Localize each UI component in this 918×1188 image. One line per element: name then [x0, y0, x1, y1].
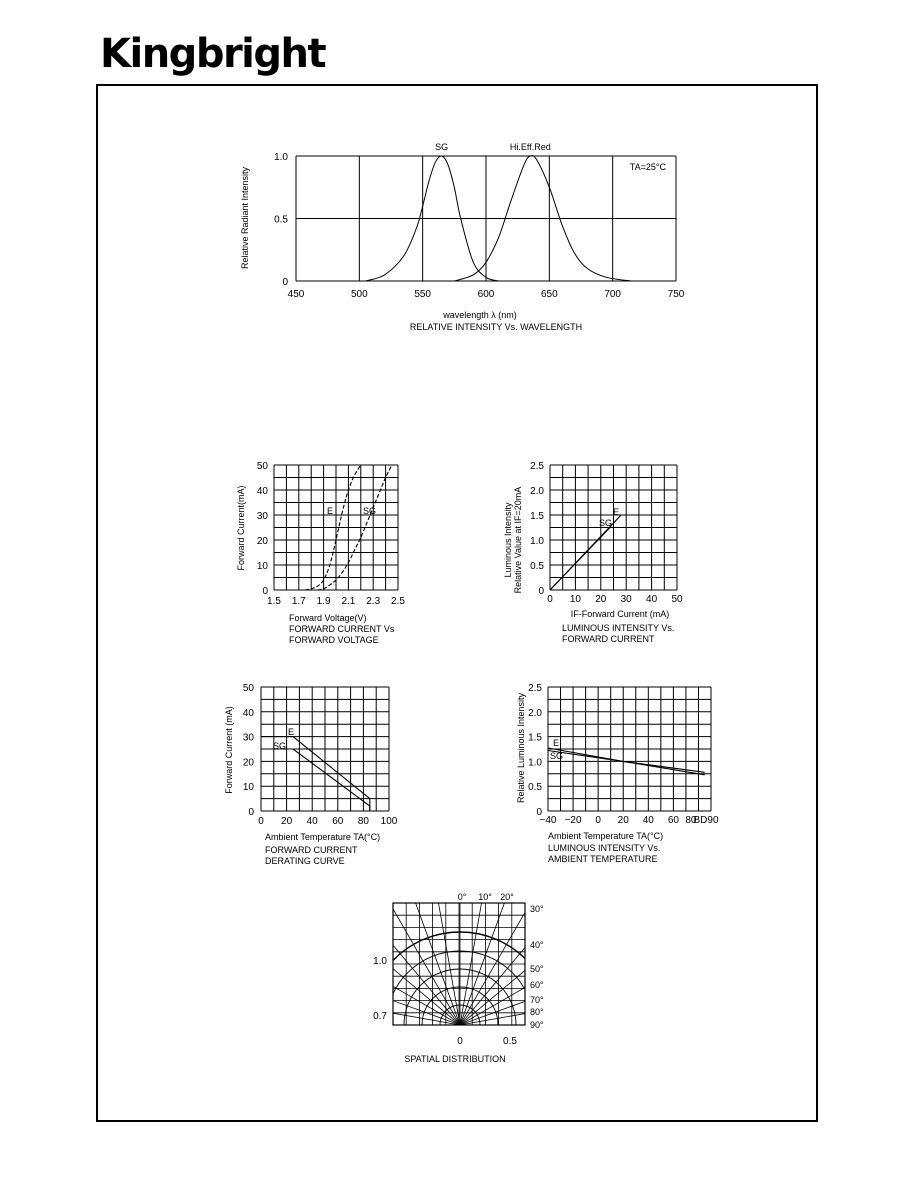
series-line-sg — [261, 749, 370, 811]
y-tick-label: 0 — [536, 807, 542, 818]
y-axis-label: Forward Current(mA) — [236, 485, 246, 571]
chart-title-line: LUMINOUS INTENSITY Vs. — [548, 843, 661, 853]
x-tick-label: 0 — [258, 816, 264, 827]
x-axis-label: IF-Forward Current (mA) — [570, 609, 670, 619]
y-tick-label: 1.5 — [530, 511, 544, 522]
series-line-sg — [548, 751, 705, 775]
radius-label: 0.5 — [503, 1036, 517, 1047]
grid — [548, 687, 711, 811]
y-tick-label: 20 — [242, 757, 254, 769]
x-axis-label: wavelength λ (nm) — [443, 310, 517, 320]
x-tick-label: 100 — [380, 816, 398, 827]
x-axis-label: Ambient Temperature TA(°C) — [548, 831, 664, 841]
y-tick-label: 0 — [538, 586, 544, 597]
x-tick-label: 80 — [357, 816, 369, 827]
y-axis-label: Relative Value at IF=20mA — [513, 486, 523, 594]
angle-label: 90° — [530, 1020, 544, 1030]
series-label: SG — [550, 751, 564, 761]
radius-label: 0.7 — [373, 1011, 387, 1022]
x-axis-label: Ambient Temperature TA(°C) — [265, 832, 381, 842]
x-tick-label: 40 — [306, 816, 318, 827]
chart-title-line: FORWARD CURRENT Vs — [289, 624, 395, 634]
angle-label: 10° — [478, 892, 492, 902]
x-tick-label: 60 — [667, 815, 679, 826]
y-tick-label: 2.5 — [530, 461, 544, 472]
x-tick-label: BD90 — [693, 815, 719, 826]
x-tick-label: 550 — [414, 289, 432, 300]
x-tick-label: −20 — [564, 815, 582, 826]
y-tick-label: 10 — [256, 561, 268, 572]
x-axis-label: Forward Voltage(V) — [289, 613, 367, 623]
y-tick-label: 10 — [242, 782, 254, 794]
y-tick-label: 1.0 — [530, 536, 544, 547]
x-tick-label: 20 — [281, 816, 293, 827]
angle-label: 20° — [500, 892, 514, 902]
x-tick-label: 1.9 — [316, 596, 331, 607]
x-tick-label: 20 — [617, 815, 629, 826]
y-tick-label: 1.5 — [528, 732, 542, 744]
series-label: E — [613, 507, 620, 517]
y-tick-label: 40 — [256, 486, 268, 497]
series-label: E — [288, 727, 295, 737]
y-tick-label: 0 — [248, 807, 254, 818]
chart-forward-current-vs-voltage — [236, 461, 405, 645]
y-axis-label: Forward Current (mA) — [224, 706, 234, 794]
y-tick-label: 2.0 — [530, 486, 544, 497]
x-tick-label: 0 — [547, 594, 553, 605]
series-label: E — [553, 738, 560, 748]
angle-label: 30° — [530, 904, 544, 914]
x-tick-label: 2.5 — [391, 596, 405, 607]
series-label: SG — [363, 506, 377, 516]
x-tick-label: −40 — [539, 815, 557, 826]
chart-title-line: FORWARD CURRENT — [265, 845, 358, 855]
y-tick-label: 40 — [242, 707, 254, 719]
x-tick-label: 700 — [604, 289, 622, 300]
series-label: Hi.Eff.Red — [509, 142, 551, 152]
angle-label: 40° — [530, 940, 544, 950]
angle-label: 0° — [457, 892, 467, 902]
x-tick-label: 30 — [620, 594, 632, 605]
angle-label: 60° — [530, 980, 544, 990]
x-tick-label: 10 — [569, 594, 581, 605]
x-tick-label: 1.5 — [267, 596, 281, 607]
radius-label: 1.0 — [373, 956, 387, 967]
series-line-sg — [550, 527, 611, 591]
radius-label: 0 — [457, 1036, 463, 1047]
x-tick-label: 750 — [667, 289, 685, 300]
series-line-e — [548, 748, 705, 772]
y-tick-label: 1.0 — [528, 757, 542, 769]
chart-luminous-vs-temperature — [516, 683, 719, 864]
chart-title-line: LUMINOUS INTENSITY Vs. — [562, 623, 675, 633]
y-tick-label: 0 — [282, 277, 288, 288]
chart-title-line: DERATING CURVE — [265, 856, 345, 866]
x-tick-label: 40 — [646, 594, 658, 605]
x-tick-label: 20 — [595, 594, 607, 605]
chart-title-line: FORWARD VOLTAGE — [289, 635, 379, 645]
y-tick-label: 30 — [242, 732, 254, 744]
series-label: SG — [599, 518, 613, 528]
x-tick-label: 60 — [332, 816, 344, 827]
chart-title-line: FORWARD CURRENT — [562, 634, 655, 644]
y-axis-label: Relative Luminous Intensity — [516, 692, 526, 804]
x-tick-label: 80 — [685, 815, 697, 826]
angle-label: 80° — [530, 1007, 544, 1017]
x-tick-label: 650 — [540, 289, 558, 300]
chart-luminous-vs-current — [503, 461, 683, 644]
y-tick-label: 0.5 — [528, 782, 542, 794]
y-tick-label: 0.5 — [530, 561, 544, 572]
y-tick-label: 0 — [262, 586, 268, 597]
y-tick-label: 30 — [256, 511, 268, 522]
x-tick-label: 450 — [287, 289, 305, 300]
grid — [550, 465, 677, 590]
kingbright-logo: Kingbright — [100, 31, 326, 77]
chart-spectrum — [240, 142, 685, 332]
x-tick-label: 40 — [642, 815, 654, 826]
chart-title: RELATIVE INTENSITY Vs. WAVELENGTH — [409, 322, 583, 332]
x-tick-label: 2.1 — [341, 596, 356, 607]
grid — [274, 465, 398, 590]
y-tick-label: 2.5 — [528, 683, 542, 694]
y-tick-label: 2.0 — [528, 707, 542, 719]
x-tick-label: 2.3 — [366, 596, 381, 607]
x-tick-label: 500 — [350, 289, 368, 300]
y-tick-label: 50 — [256, 461, 268, 472]
x-tick-label: 600 — [477, 289, 495, 300]
series-label: SG — [273, 741, 287, 751]
x-tick-label: 0 — [595, 815, 601, 826]
x-tick-label: 1.7 — [291, 596, 306, 607]
chart-title-line: AMBIENT TEMPERATURE — [548, 854, 658, 864]
y-tick-label: 20 — [256, 536, 268, 547]
chart-title: SPATIAL DISTRIBUTION — [404, 1054, 506, 1064]
y-axis-label: Luminous Intensity — [503, 502, 513, 578]
y-tick-label: 1.0 — [274, 152, 288, 163]
angle-label: 70° — [530, 995, 544, 1005]
series-label: SG — [435, 142, 449, 152]
chart-derating-curve — [224, 683, 398, 866]
temperature-annotation: TA=25°C — [629, 162, 666, 172]
y-tick-label: 50 — [242, 683, 254, 694]
x-tick-label: 50 — [671, 594, 683, 605]
y-axis-label: Relative Radiant Intensity — [240, 166, 250, 270]
series-label: E — [326, 506, 333, 516]
angle-label: 50° — [530, 964, 544, 974]
y-tick-label: 0.5 — [274, 214, 288, 226]
